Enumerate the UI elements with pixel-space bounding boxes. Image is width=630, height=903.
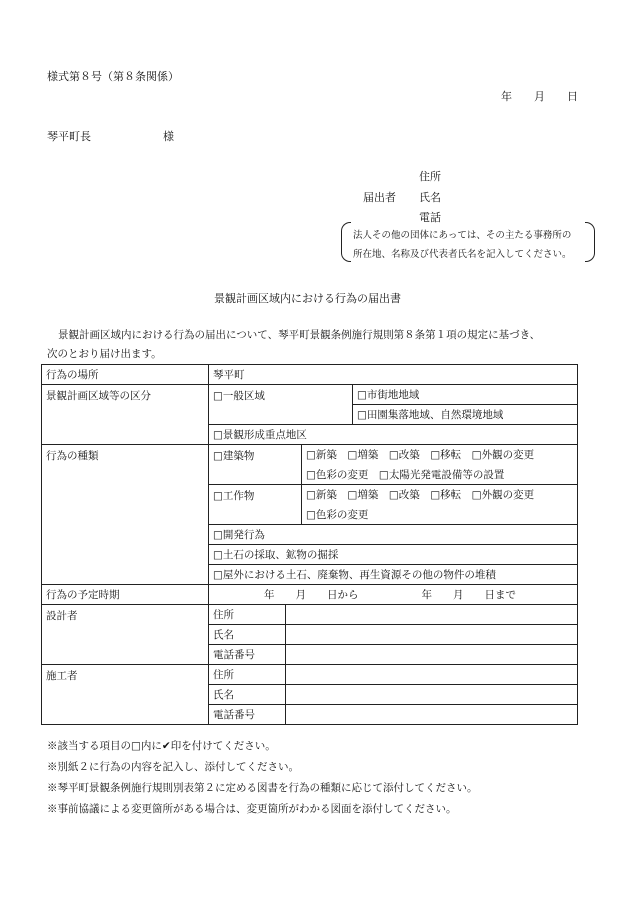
intro-line1: 景観計画区域内における行為の届出について、琴平町景観条例施行規則第８条第１項の規定に基づき、 (58, 329, 541, 341)
notes-section (47, 736, 478, 820)
designer-phone-label: 電話番号 (209, 645, 286, 665)
designer-phone-field[interactable] (286, 645, 578, 665)
structure-options-row1[interactable]: □新築 □増築 □改築 □移転 □外観の変更 (302, 485, 578, 505)
type-label: 行為の種類 (42, 445, 209, 585)
document-title: 景観計画区域内における行為の届出書 (214, 292, 401, 305)
structure-checkbox[interactable]: □工作物 (209, 485, 302, 525)
applicant-name-label: 氏名 (419, 191, 441, 204)
designer-address-label: 住所 (209, 605, 286, 625)
location-label: 行為の場所 (42, 365, 209, 385)
applicant-phone-label: 電話 (419, 211, 441, 224)
building-options-row1[interactable]: □新築 □増築 □改築 □移転 □外観の変更 (302, 445, 578, 465)
builder-label: 施工者 (42, 665, 209, 725)
note-item: ※事前協議による変更箇所がある場合は、変更箇所がわかる図面を添付してください。 (47, 803, 457, 815)
zone-label: 景観計画区域等の区分 (42, 385, 209, 445)
applicant-label: 届出者 (363, 191, 396, 204)
designer-name-field[interactable] (286, 625, 578, 645)
designer-label: 設計者 (42, 605, 209, 665)
location-value[interactable]: 琴平町 (209, 365, 578, 385)
building-options-row2[interactable]: □色彩の変更 □太陽光発電設備等の設置 (302, 465, 578, 485)
builder-name-label: 氏名 (209, 685, 286, 705)
note-item: ※別紙２に行為の内容を記入し、添付してください。 (47, 761, 299, 773)
left-bracket (341, 222, 351, 262)
builder-address-label: 住所 (209, 665, 286, 685)
builder-phone-field[interactable] (286, 705, 578, 725)
zone-key-checkbox[interactable]: □景観形成重点地区 (209, 425, 578, 445)
honorific: 様 (163, 130, 174, 143)
right-bracket (585, 222, 595, 262)
notification-table (41, 364, 578, 725)
zone-rural-checkbox[interactable]: □田園集落地域、自然環境地域 (353, 405, 578, 425)
period-value[interactable]: 年 月 日から 年 月 日まで (209, 585, 578, 605)
applicant-address-label: 住所 (419, 170, 441, 183)
intro-line2: 次のとおり届け出ます。 (47, 348, 162, 360)
designer-address-field[interactable] (286, 605, 578, 625)
corporate-note-line1: 法人その他の団体にあっては、その主たる事務所の (353, 230, 572, 241)
structure-options-row2[interactable]: □色彩の変更 (302, 505, 578, 525)
date-field: 年 月 日 (501, 90, 578, 103)
builder-phone-label: 電話番号 (209, 705, 286, 725)
outdoor-storage-checkbox[interactable]: □屋外における土石、廃棄物、再生資源その他の物件の堆積 (209, 565, 578, 585)
designer-name-label: 氏名 (209, 625, 286, 645)
form-number: 様式第８号（第８条関係） (47, 70, 179, 83)
corporate-note-line2: 所在地、名称及び代表者氏名を記入してください。 (353, 249, 572, 260)
period-label: 行為の予定時期 (42, 585, 209, 605)
note-item: ※琴平町景観条例施行規則別表第２に定める図書を行為の種類に応じて添付してください。 (47, 782, 478, 794)
note-item: ※該当する項目の□内に✔印を付けてください。 (47, 740, 276, 752)
zone-urban-checkbox[interactable]: □市街地地域 (353, 385, 578, 405)
corporate-note (341, 222, 595, 262)
earth-extraction-checkbox[interactable]: □土石の採取、鉱物の掘採 (209, 545, 578, 565)
builder-address-field[interactable] (286, 665, 578, 685)
development-checkbox[interactable]: □開発行為 (209, 525, 578, 545)
builder-name-field[interactable] (286, 685, 578, 705)
addressee: 琴平町長 (47, 130, 91, 143)
zone-general-checkbox[interactable]: □一般区域 (209, 385, 353, 425)
building-checkbox[interactable]: □建築物 (209, 445, 302, 485)
